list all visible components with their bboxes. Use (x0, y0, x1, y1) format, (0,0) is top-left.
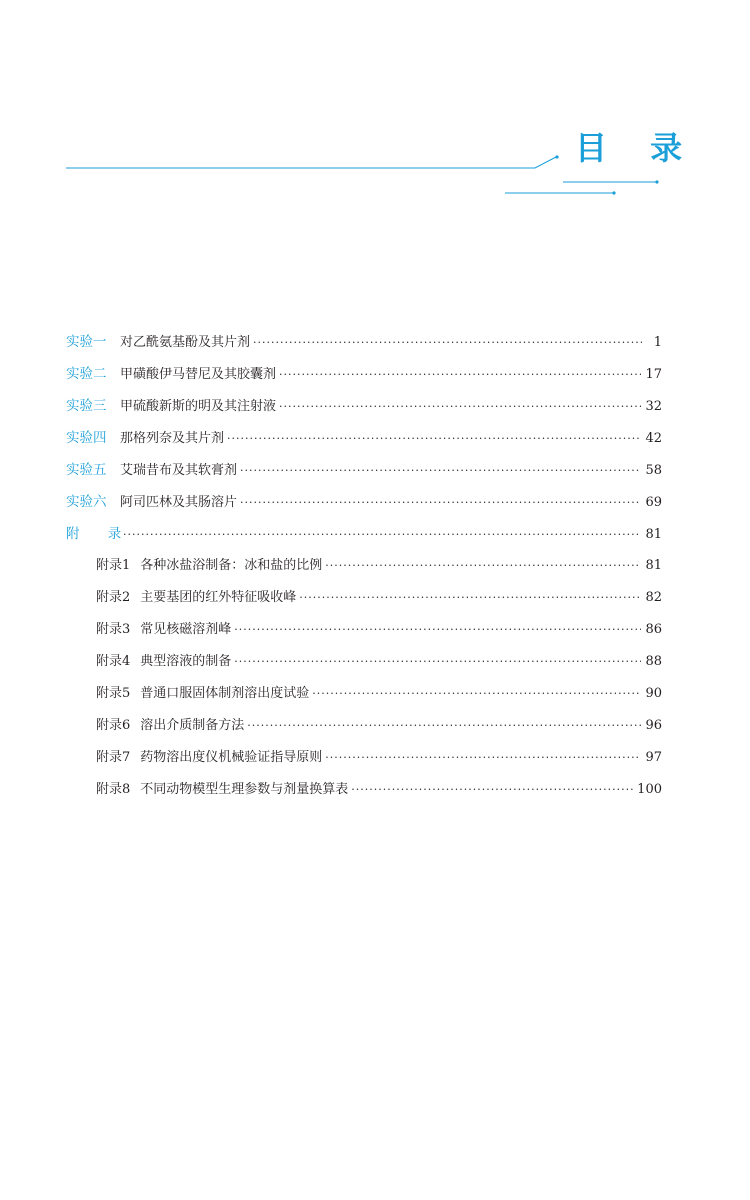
toc-entry-page: 90 (645, 686, 662, 701)
toc-entry-appendix-3[interactable] (66, 618, 662, 650)
toc-entry-title: 常见核磁溶剂峰 (140, 622, 232, 637)
toc-entry-label: 附录5 (96, 686, 131, 701)
toc-entry-label: 附录1 (96, 558, 131, 573)
toc-entry-experiment-5[interactable] (66, 458, 662, 490)
toc-entry-title: 主要基团的红外特征吸收峰 (140, 590, 297, 605)
toc-entry-label: 附录4 (96, 654, 131, 669)
toc-entry-page: 96 (645, 718, 662, 733)
toc-entry-title: 甲硫酸新斯的明及其注射液 (120, 399, 277, 414)
toc-entry-page: 81 (645, 558, 662, 573)
toc-entry-label: 附录2 (96, 590, 131, 605)
toc-entry-appendix-4[interactable] (66, 650, 662, 682)
toc-entry-page: 32 (645, 399, 662, 414)
toc-entry-title: 各种冰盐浴制备：冰和盐的比例 (140, 558, 323, 573)
toc-entry-experiment-2[interactable] (66, 362, 662, 394)
dot-leader (227, 432, 641, 445)
toc-entry-experiment-3[interactable] (66, 394, 662, 426)
toc-entry-label: 附录6 (96, 718, 131, 733)
dot-leader (279, 368, 641, 381)
toc-entry-appendix-8[interactable] (66, 778, 662, 810)
toc-entry-label: 实验二 (66, 366, 107, 382)
table-of-contents (66, 330, 662, 810)
toc-entry-title: 对乙酰氨基酚及其片剂 (120, 335, 251, 350)
toc-entry-title: 艾瑞昔布及其软膏剂 (120, 463, 238, 478)
dot-leader (351, 783, 633, 796)
dot-leader (325, 751, 641, 764)
dot-leader (234, 623, 641, 636)
toc-entry-label: 附录7 (96, 750, 131, 765)
header-decoration (0, 0, 750, 220)
toc-entry-label: 附录8 (96, 782, 131, 797)
toc-entry-appendix-6[interactable] (66, 714, 662, 746)
toc-entry-title: 药物溶出度仪机械验证指导原则 (140, 750, 323, 765)
toc-entry-page: 100 (637, 782, 662, 797)
toc-entry-page: 17 (645, 367, 662, 382)
dot-leader (247, 719, 641, 732)
toc-entry-experiment-6[interactable] (66, 490, 662, 522)
toc-entry-label: 附 录 (66, 526, 134, 542)
toc-entry-page: 1 (653, 335, 662, 350)
toc-entry-appendix-2[interactable] (66, 586, 662, 618)
toc-entry-title: 普通口服固体制剂溶出度试验 (140, 686, 310, 701)
toc-entry-page: 86 (645, 622, 662, 637)
page-title: 目 录 (575, 129, 699, 167)
dot-leader (234, 655, 641, 668)
dot-leader (253, 336, 642, 349)
toc-entry-page: 81 (645, 527, 662, 542)
toc-entry-page: 42 (645, 431, 662, 446)
toc-entry-appendix[interactable] (66, 522, 662, 554)
toc-entry-page: 97 (645, 750, 662, 765)
dot-leader (279, 400, 641, 413)
toc-entry-experiment-4[interactable] (66, 426, 662, 458)
toc-entry-label: 实验四 (66, 430, 107, 446)
toc-entry-title: 甲磺酸伊马替尼及其胶囊剂 (120, 367, 277, 382)
dot-leader (312, 687, 641, 700)
toc-entry-title: 阿司匹林及其肠溶片 (120, 495, 238, 510)
dot-leader (325, 559, 641, 572)
toc-entry-label: 附录3 (96, 622, 131, 637)
toc-entry-label: 实验五 (66, 462, 107, 478)
toc-entry-page: 69 (645, 495, 662, 510)
dot-leader (240, 464, 641, 477)
dot-leader (299, 591, 641, 604)
toc-entry-label: 实验六 (66, 494, 107, 510)
toc-entry-experiment-1[interactable] (66, 330, 662, 362)
toc-entry-page: 82 (645, 590, 662, 605)
toc-entry-title: 不同动物模型生理参数与剂量换算表 (140, 782, 349, 797)
toc-entry-label: 实验一 (66, 334, 107, 350)
toc-entry-title: 那格列奈及其片剂 (120, 431, 225, 446)
toc-entry-page: 58 (645, 463, 662, 478)
toc-entry-title: 典型溶液的制备 (140, 654, 232, 669)
toc-entry-appendix-1[interactable] (66, 554, 662, 586)
toc-entry-page: 88 (645, 654, 662, 669)
toc-entry-title: 溶出介质制备方法 (140, 718, 245, 733)
dot-leader (123, 528, 641, 541)
toc-entry-label: 实验三 (66, 398, 107, 414)
toc-entry-appendix-5[interactable] (66, 682, 662, 714)
dot-leader (240, 496, 641, 509)
toc-entry-appendix-7[interactable] (66, 746, 662, 778)
